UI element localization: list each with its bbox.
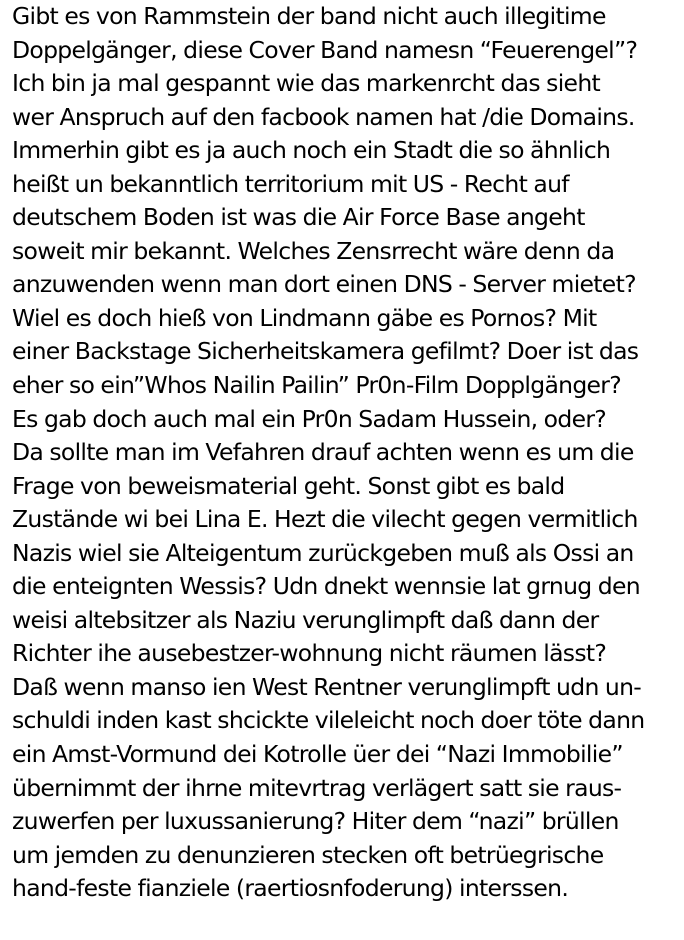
text-line: Zustände wi bei Lina E. Hezt die vilecht gegen vermitlich	[12, 505, 638, 534]
text-line: ein Amst-Vormund dei Kotrolle üer dei “Nazi Immobilie”	[12, 740, 623, 769]
text-line: Wiel es doch hieß von Lindmann gäbe es Pornos? Mit	[12, 303, 597, 332]
text-line: deutschem Boden ist was die Air Force Base angeht	[12, 203, 585, 232]
text-line: weisi altebsitzer als Naziu verunglimpft daß dann der	[12, 605, 599, 634]
text-line: anzuwenden wenn man dort einen DNS - Server mietet?	[12, 270, 636, 299]
text-line: Nazis wiel sie Alteigentum zurückgeben muß als Ossi an	[12, 538, 634, 567]
text-line: eher so ein”Whos Nailin Pailin” Pr0n-Film Dopplgänger?	[12, 371, 622, 400]
text-line: heißt un bekanntlich territorium mit US - Recht auf	[12, 169, 569, 198]
text-line: um jemden zu denunzieren stecken oft betrüegrische	[12, 840, 604, 869]
text-line: Immerhin gibt es ja auch noch ein Stadt die so ähnlich	[12, 136, 611, 165]
text-line: die enteignten Wessis? Udn dnekt wennsie lat grnug den	[12, 572, 640, 601]
text-line: schuldi inden kast shcickte vileleicht noch doer töte dann	[12, 706, 645, 735]
text-line: Daß wenn manso ien West Rentner verunglimpft udn un-	[12, 672, 642, 701]
text-line: einer Backstage Sicherheitskamera gefilmt? Doer ist das	[12, 337, 639, 366]
text-line: hand-feste fianziele (raertiosnfoderung) interssen.	[12, 874, 569, 903]
text-line: wer Anspruch auf den facbook namen hat /die Domains.	[12, 102, 635, 131]
text-line: übernimmt der ihrne mitevrtrag verlägert satt sie raus-	[12, 773, 622, 802]
body-text	[12, 0, 680, 906]
text-line: soweit mir bekannt. Welches Zensrrecht wäre denn da	[12, 236, 615, 265]
text-line: Richter ihe ausebestzer-wohnung nicht räumen lässt?	[12, 639, 607, 668]
text-line: Frage von beweismaterial geht. Sonst gibt es bald	[12, 471, 565, 500]
text-line: Gibt es von Rammstein der band nicht auch illegitime	[12, 2, 606, 30]
text-line: Doppelgänger, diese Cover Band namesn “Feuerengel”?	[12, 35, 638, 64]
text-line: Es gab doch auch mal ein Pr0n Sadam Hussein, oder?	[12, 404, 607, 433]
text-line: zuwerfen per luxussanierung? Hiter dem “nazi” brüllen	[12, 807, 619, 836]
text-line: Da sollte man im Vefahren drauf achten wenn es um die	[12, 438, 634, 467]
text-line: Ich bin ja mal gespannt wie das markenrcht das sieht	[12, 69, 601, 98]
